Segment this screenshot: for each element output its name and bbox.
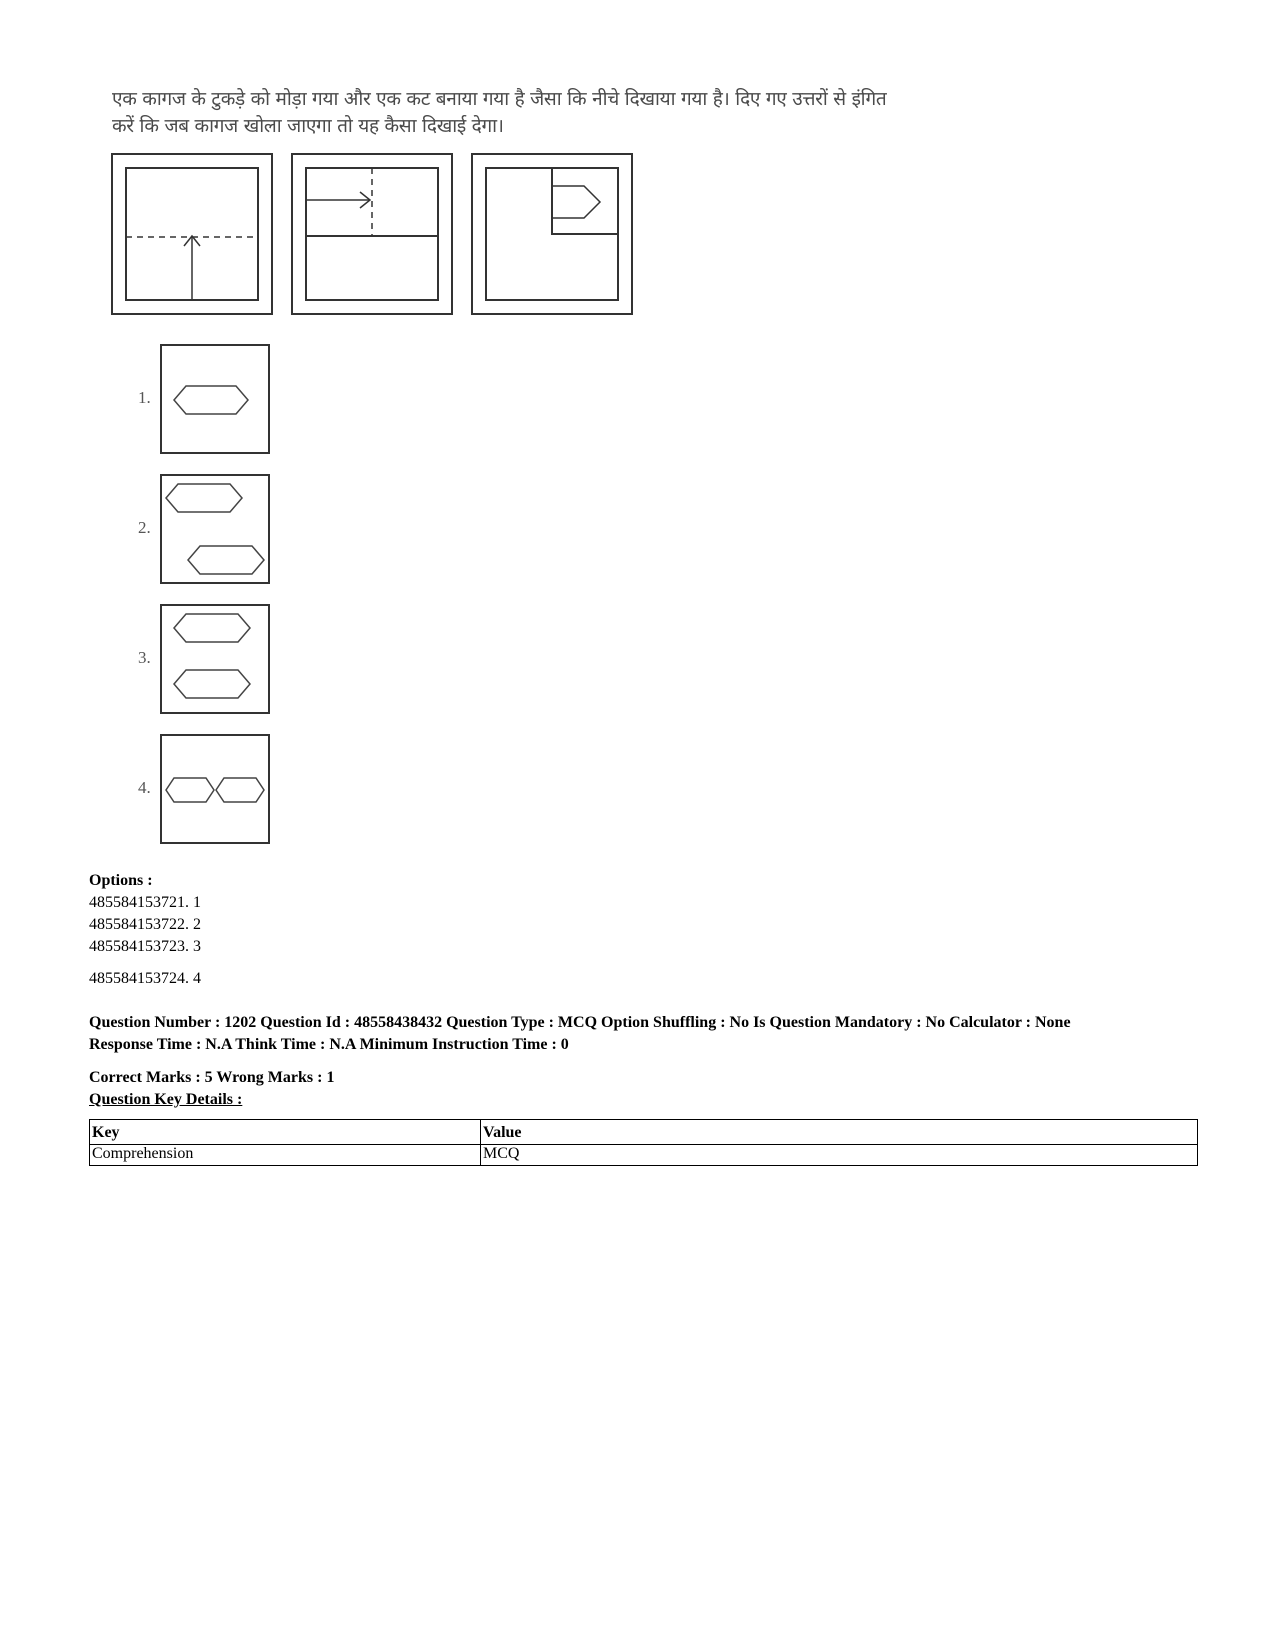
question-meta-line-1: Question Number : 1202 Question Id : 48558438432 Question Type : MCQ Option Shuffling : No Is Question Mandatory : No Calculator : None — [89, 1014, 1071, 1031]
question-meta-line-2: Response Time : N.A Think Time : N.A Minimum Instruction Time : 0 — [89, 1036, 569, 1053]
table-row — [90, 1145, 1198, 1166]
fold-step-3 — [472, 154, 632, 314]
answer-figure-number: 2. — [138, 518, 151, 537]
key-details-table — [89, 1119, 1198, 1166]
option-item: 485584153721. 1 — [89, 894, 201, 911]
option-item: 485584153724. 4 — [89, 970, 201, 987]
option-item: 485584153723. 3 — [89, 938, 201, 955]
option-item: 485584153722. 2 — [89, 916, 201, 933]
options-heading: Options : — [89, 872, 153, 889]
folding-steps-figure — [110, 152, 640, 318]
answer-figure-number: 1. — [138, 388, 151, 407]
marks-line: Correct Marks : 5 Wrong Marks : 1 — [89, 1069, 335, 1086]
question-line-2: करें कि जब कागज खोला जाएगा तो यह कैसा दिखाई देगा। — [112, 115, 504, 137]
answer-figure-4 — [160, 734, 270, 844]
table-header-row — [90, 1120, 1198, 1145]
answer-figure-1 — [160, 344, 270, 454]
table-header-value: Value — [481, 1120, 1198, 1145]
fold-step-1 — [112, 154, 272, 314]
answer-figure-2 — [160, 474, 270, 584]
answer-figure-number: 4. — [138, 778, 151, 797]
table-header-key: Key — [90, 1120, 481, 1145]
question-text — [112, 86, 992, 140]
answer-figure-3 — [160, 604, 270, 714]
question-line-1: एक कागज के टुकड़े को मोड़ा गया और एक कट बनाया गया है जैसा कि नीचे दिखाया गया है। दिए गए उत्तरों से इंगित — [112, 88, 887, 110]
table-cell-value: MCQ — [481, 1145, 1198, 1166]
answer-figure-number: 3. — [138, 648, 151, 667]
key-details-heading: Question Key Details : — [89, 1091, 243, 1108]
table-cell-key: Comprehension — [90, 1145, 481, 1166]
fold-step-2 — [292, 154, 452, 314]
